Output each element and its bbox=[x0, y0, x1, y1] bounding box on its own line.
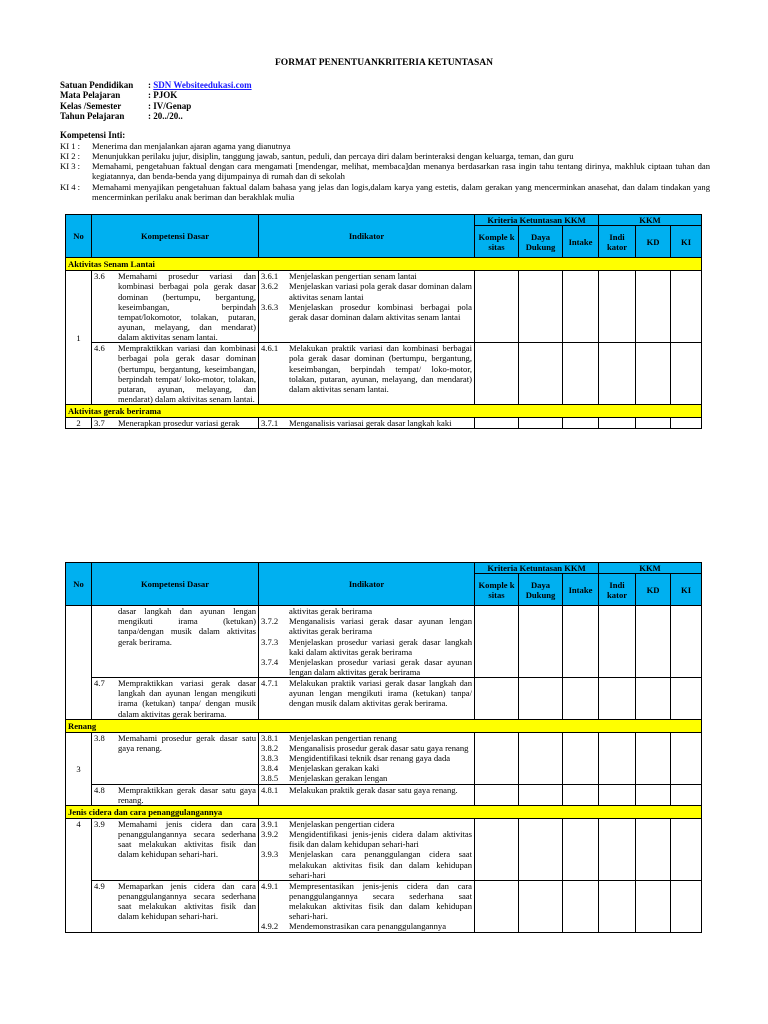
kd-cell: 4.9 Memaparkan jenis cidera dan cara penanggulangannya secara sederhana saat melakukan aktivitas fisik dan dalam kehidupan sehari-hari. bbox=[92, 880, 259, 932]
table-row bbox=[66, 732, 702, 784]
row-number: 4 bbox=[66, 818, 92, 932]
empty-cell[interactable] bbox=[519, 818, 563, 880]
col-kriteria: Kriteria Ketuntasan KKM bbox=[475, 215, 599, 226]
empty-cell[interactable] bbox=[671, 606, 702, 678]
ki-item: KI 1 : Menerima dan menjalankan ajaran agama yang dianutnya bbox=[60, 141, 291, 151]
ki-heading: Kompetensi Inti: bbox=[60, 130, 126, 140]
col-indikator-kkm: Indi kator bbox=[599, 574, 636, 606]
kkm-table-2 bbox=[65, 562, 702, 933]
kd-cell: 3.9 Memahami jenis cidera dan cara penanggulangannya secara sederhana saat melakukan aktivitas fisik dan dalam kehidupan sehari-hari. bbox=[92, 818, 259, 880]
col-kd-kkm: KD bbox=[636, 226, 671, 258]
indikator-cell: 4.7.1 Melakukan praktik variasi gerak dasar langkah dan ayunan lengan mengikuti irama (ketukan) tanpa/ dengan musik dalam aktivitas gerak berirama. bbox=[259, 678, 475, 720]
table-row bbox=[66, 678, 702, 720]
empty-cell[interactable] bbox=[563, 606, 599, 678]
col-kkm: KKM bbox=[599, 215, 702, 226]
meta-key: Tahun Pelajaran bbox=[60, 110, 125, 121]
empty-cell[interactable] bbox=[519, 418, 563, 429]
kd-cell: 3.7 Menerapkan prosedur variasi gerak bbox=[92, 418, 259, 429]
empty-cell[interactable] bbox=[519, 784, 563, 805]
meta-key: Satuan Pendidikan bbox=[60, 80, 134, 90]
meta-row bbox=[60, 101, 252, 111]
empty-cell[interactable] bbox=[671, 418, 702, 429]
empty-cell[interactable] bbox=[671, 271, 702, 343]
kkm-table-1 bbox=[65, 214, 702, 429]
school-link[interactable]: SDN Websiteedukasi.com bbox=[153, 80, 252, 90]
meta-value: : 20../20.. bbox=[148, 110, 183, 121]
meta-value: : SDN Websiteedukasi.com bbox=[148, 80, 252, 90]
empty-cell[interactable] bbox=[636, 606, 671, 678]
document-title: FORMAT PENENTUANKRITERIA KETUNTASAN bbox=[275, 58, 493, 68]
empty-cell[interactable] bbox=[475, 732, 519, 784]
meta-key: Kelas /Semester bbox=[60, 100, 122, 111]
indikator-cell: 4.6.1 Melakukan praktik variasi dan kombinasi berbagai pola gerak dasar dominan (bertumpu, bergantung, keseimbangan, berpindah tempat/ loko-motor, tolakan, putaran, ayunan, melayang, dan mendarat) dalam aktivitas senam lantai. bbox=[259, 343, 475, 405]
empty-cell[interactable] bbox=[599, 343, 636, 405]
ki-item: KI 4 : Memahami menyajikan pengetahuan faktual dalam bahasa yang jelas dan logis,dalam karya yang estetis, dalam gerakan yang mencerminkan anasehat, dan dalam tindakan yang mencerminkan perilaku anak beriman dan berakhlak mulia bbox=[60, 181, 710, 202]
empty-cell[interactable] bbox=[599, 732, 636, 784]
col-no: No bbox=[66, 215, 92, 258]
empty-cell[interactable] bbox=[475, 784, 519, 805]
col-kriteria: Kriteria Ketuntasan KKM bbox=[475, 563, 599, 574]
empty-cell[interactable] bbox=[599, 418, 636, 429]
meta-value: : PJOK bbox=[148, 90, 178, 101]
empty-cell[interactable] bbox=[599, 784, 636, 805]
table-row bbox=[66, 818, 702, 880]
col-daya-dukung: Daya Dukung bbox=[519, 574, 563, 606]
indikator-cell: 3.6.1 Menjelaskan pengertian senam lantai 3.6.2 Menjelaskan variasi pola gerak dasar dominan dalam aktivitas senam lantai 3.6.3 Menjelaskan prosedur kombinasi berbagai pola gerak dasar dominan dalam aktivitas senam lantai bbox=[259, 271, 475, 343]
col-indikator: Indikator bbox=[259, 563, 475, 606]
col-no: No bbox=[66, 563, 92, 606]
indikator-cell: 4.9.1 Mempresentasikan jenis-jenis cidera dan cara penanggulangannya secara sederhana saat melakukan aktivitas fisik dan dalam kehidupan sehari-hari. 4.9.2 Mendemonstrasikan cara penanggulangannya bbox=[259, 880, 475, 932]
empty-cell[interactable] bbox=[636, 343, 671, 405]
empty-cell[interactable] bbox=[563, 784, 599, 805]
col-ki-kkm: KI bbox=[671, 574, 702, 606]
table-row bbox=[66, 271, 702, 343]
empty-cell[interactable] bbox=[519, 343, 563, 405]
empty-cell[interactable] bbox=[563, 678, 599, 720]
identity-block bbox=[60, 80, 252, 121]
indikator-cell: 3.7.1 Menganalisis variasai gerak dasar langkah kaki bbox=[259, 418, 475, 429]
empty-cell[interactable] bbox=[671, 818, 702, 880]
empty-cell[interactable] bbox=[636, 784, 671, 805]
col-intake: Intake bbox=[563, 226, 599, 258]
table-row bbox=[66, 418, 702, 429]
empty-cell[interactable] bbox=[671, 678, 702, 720]
empty-cell[interactable] bbox=[519, 271, 563, 343]
empty-cell[interactable] bbox=[671, 784, 702, 805]
col-kkm: KKM bbox=[599, 563, 702, 574]
empty-cell[interactable] bbox=[599, 880, 636, 932]
empty-cell[interactable] bbox=[563, 343, 599, 405]
section-row: Aktivitas Senam Lantai bbox=[66, 258, 702, 271]
kd-cell: 4.8 Mempraktikkan gerak dasar satu gaya renang. bbox=[92, 784, 259, 805]
empty-cell[interactable] bbox=[636, 732, 671, 784]
section-row: Jenis cidera dan cara penanggulangannya bbox=[66, 805, 702, 818]
empty-cell[interactable] bbox=[519, 606, 563, 678]
meta-key: Mata Pelajaran bbox=[60, 90, 121, 101]
empty-cell[interactable] bbox=[475, 880, 519, 932]
empty-cell[interactable] bbox=[671, 343, 702, 405]
empty-cell[interactable] bbox=[563, 418, 599, 429]
empty-cell[interactable] bbox=[636, 818, 671, 880]
empty-cell[interactable] bbox=[475, 418, 519, 429]
empty-cell[interactable] bbox=[599, 606, 636, 678]
col-intake: Intake bbox=[563, 574, 599, 606]
kd-cell: 3.8 Memahami prosedur gerak dasar satu gaya renang. bbox=[92, 732, 259, 784]
empty-cell[interactable] bbox=[636, 271, 671, 343]
empty-cell[interactable] bbox=[475, 818, 519, 880]
indikator-cell: 4.8.1 Melakukan praktik gerak dasar satu gaya renang. bbox=[259, 784, 475, 805]
empty-cell[interactable] bbox=[563, 880, 599, 932]
row-number: 3 bbox=[66, 732, 92, 805]
empty-cell[interactable] bbox=[563, 271, 599, 343]
col-ki-kkm: KI bbox=[671, 226, 702, 258]
col-kompleksitas: Komple k sitas bbox=[475, 574, 519, 606]
col-indikator-kkm: Indi kator bbox=[599, 226, 636, 258]
section-row: Renang bbox=[66, 719, 702, 732]
col-kd: Kompetensi Dasar bbox=[92, 215, 259, 258]
indikator-cell: aktivitas gerak berirama 3.7.2 Menganalisis variasi gerak dasar ayunan lengan aktivitas gerak berirama 3.7.3 Menjelaskan prosedur variasi gerak dasar langkah kaki dalam aktivitas gerak berirama 3.7.4 Menjelaskan prosedur variasi gerak dasar ayunan lengan dalam aktivitas gerak berirama bbox=[259, 606, 475, 678]
empty-cell[interactable] bbox=[636, 418, 671, 429]
ki-list bbox=[60, 141, 710, 202]
ki-item: KI 2 : Menunjukkan perilaku jujur, disiplin, tanggung jawab, santun, peduli, dan percaya diri dalam berinteraksi dengan keluarga, teman, dan guru bbox=[60, 151, 574, 162]
col-kd-kkm: KD bbox=[636, 574, 671, 606]
kd-cell: 4.7 Mempraktikkan variasi gerak dasar langkah dan ayunan lengan mengikuti irama (ketukan) tanpa/ dengan musik dalam aktivitas gerak berirama. bbox=[92, 678, 259, 720]
meta-row bbox=[60, 90, 252, 100]
col-indikator: Indikator bbox=[259, 215, 475, 258]
empty-cell[interactable] bbox=[671, 880, 702, 932]
row-number bbox=[66, 606, 92, 720]
meta-row bbox=[60, 80, 252, 90]
indikator-cell: 3.8.1 Menjelaskan pengertian renang 3.8.2 Menganalisis prosedur gerak dasar satu gaya renang 3.8.3 Mengidentifikasi teknik dsar renang gaya dada 3.8.4 Menjelaskan gerakan kaki 3.8.5 Menjelaskan gerakan lengan bbox=[259, 732, 475, 784]
empty-cell[interactable] bbox=[563, 732, 599, 784]
kd-cell: 4.6 Mempraktikkan variasi dan kombinasi berbagai pola gerak dasar dominan (bertumpu, bergantung, keseimbangan, berpindah tempat/ loko-motor, tolakan, putaran, ayunan, melayang, dan mendarat) dalam aktivitas senam lantai. bbox=[92, 343, 259, 405]
meta-value: : IV/Genap bbox=[148, 100, 192, 111]
empty-cell[interactable] bbox=[636, 678, 671, 720]
empty-cell[interactable] bbox=[475, 343, 519, 405]
empty-cell[interactable] bbox=[563, 818, 599, 880]
empty-cell[interactable] bbox=[519, 880, 563, 932]
kd-cell: dasar langkah dan ayunan lengan mengikuti irama (ketukan) tanpa/dengan musik dalam aktivitas gerak berirama. bbox=[92, 606, 259, 678]
ki-item: KI 3 : Memahami, pengetahuan faktual dengan cara mengamati [mendengar, melihat, membaca]dan menanya berdasarkan rasa ingin tahu tentang dirinya, makhluk ciptaan tuhan dan kegiatannya, dan benda-benda yang dijumpainya di rumah dan di sekolah bbox=[60, 161, 710, 182]
empty-cell[interactable] bbox=[636, 880, 671, 932]
empty-cell[interactable] bbox=[475, 271, 519, 343]
row-number: 1 bbox=[66, 271, 92, 405]
empty-cell[interactable] bbox=[671, 732, 702, 784]
empty-cell[interactable] bbox=[519, 732, 563, 784]
indikator-cell: 3.9.1 Menjelaskan pengertian cidera 3.9.2 Mengidentifikasi jenis-jenis cidera dalam aktivitas fisik dan dalam kehidupan sehari-hari 3.9.3 Menjelaskan cara penanggulangan cidera saat melakukan aktivitas fisik dan dalam kehidupan sehari-hari bbox=[259, 818, 475, 880]
section-row: Aktivitas gerak berirama bbox=[66, 405, 702, 418]
col-kd: Kompetensi Dasar bbox=[92, 563, 259, 606]
table-row bbox=[66, 606, 702, 678]
empty-cell[interactable] bbox=[599, 678, 636, 720]
empty-cell[interactable] bbox=[519, 678, 563, 720]
row-number: 2 bbox=[66, 418, 92, 429]
empty-cell[interactable] bbox=[599, 818, 636, 880]
kd-cell: 3.6 Memahami prosedur variasi dan kombinasi berbagai pola gerak dasar dominan (bertumpu, bergantung, keseimbangan, berpindah tempat/lokomotor, tolakan, putaran, ayunan, melayang, dan mendarat) dalam aktivitas senam lantai. bbox=[92, 271, 259, 343]
table-row bbox=[66, 880, 702, 932]
table-row bbox=[66, 343, 702, 405]
empty-cell[interactable] bbox=[599, 271, 636, 343]
empty-cell[interactable] bbox=[475, 606, 519, 678]
empty-cell[interactable] bbox=[475, 678, 519, 720]
meta-row bbox=[60, 111, 252, 121]
table-row bbox=[66, 784, 702, 805]
col-daya-dukung: Daya Dukung bbox=[519, 226, 563, 258]
col-kompleksitas: Komple k sitas bbox=[475, 226, 519, 258]
